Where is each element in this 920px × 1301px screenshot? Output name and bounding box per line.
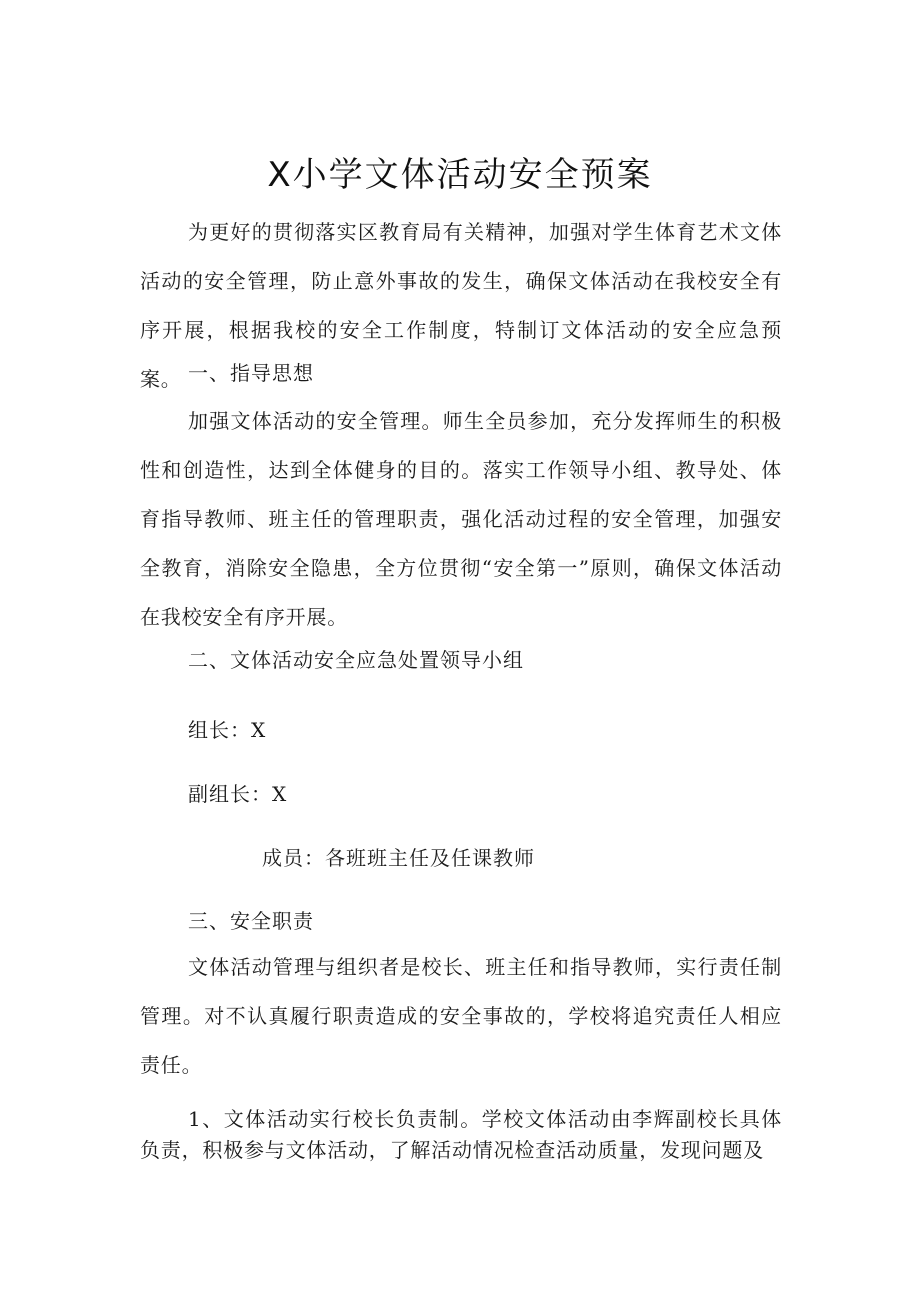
- deputy-leader-line: 副组长：X: [188, 782, 288, 806]
- safety-duties-paragraph: 文体活动管理与组织者是校长、班主任和指导教师，实行责任制管理。对不认真履行职责造成的安全事故的，学校将追究责任人相应责任。: [140, 955, 782, 1077]
- duty-item-1-paragraph: 1、文体活动实行校长负责制。学校文体活动由李辉副校长具体负责，积极参与文体活动，了解活动情况检查活动质量，发现问题及: [140, 1107, 782, 1162]
- guiding-ideology-paragraph: 加强文体活动的安全管理。师生全员参加，充分发挥师生的积极性和创造性，达到全体健身的目的。落实工作领导小组、教导处、体育指导教师、班主任的管理职责，强化活动过程的安全管理，加强安全教育，消除安全隐患，全方位贯彻“安全第一”原则，确保文体活动在我校安全有序开展。: [140, 409, 782, 629]
- section-heading-guiding-ideology: 一、指导思想: [188, 361, 314, 385]
- section-heading-safety-duties: 三、安全职责: [188, 909, 314, 933]
- members-line: 成员：各班班主任及任课教师: [262, 846, 535, 870]
- document-title: X小学文体活动安全预案: [267, 155, 653, 195]
- section-heading-leadership-group: 二、文体活动安全应急处置领导小组: [188, 648, 524, 672]
- group-leader-line: 组长：X: [188, 718, 267, 742]
- intro-paragraph: 为更好的贯彻落实区教育局有关精神，加强对学生体育艺术文体活动的安全管理，防止意外事故的发生，确保文体活动在我校安全有序开展，根据我校的安全工作制度，特制订文体活动的安全应急预案。: [140, 220, 782, 391]
